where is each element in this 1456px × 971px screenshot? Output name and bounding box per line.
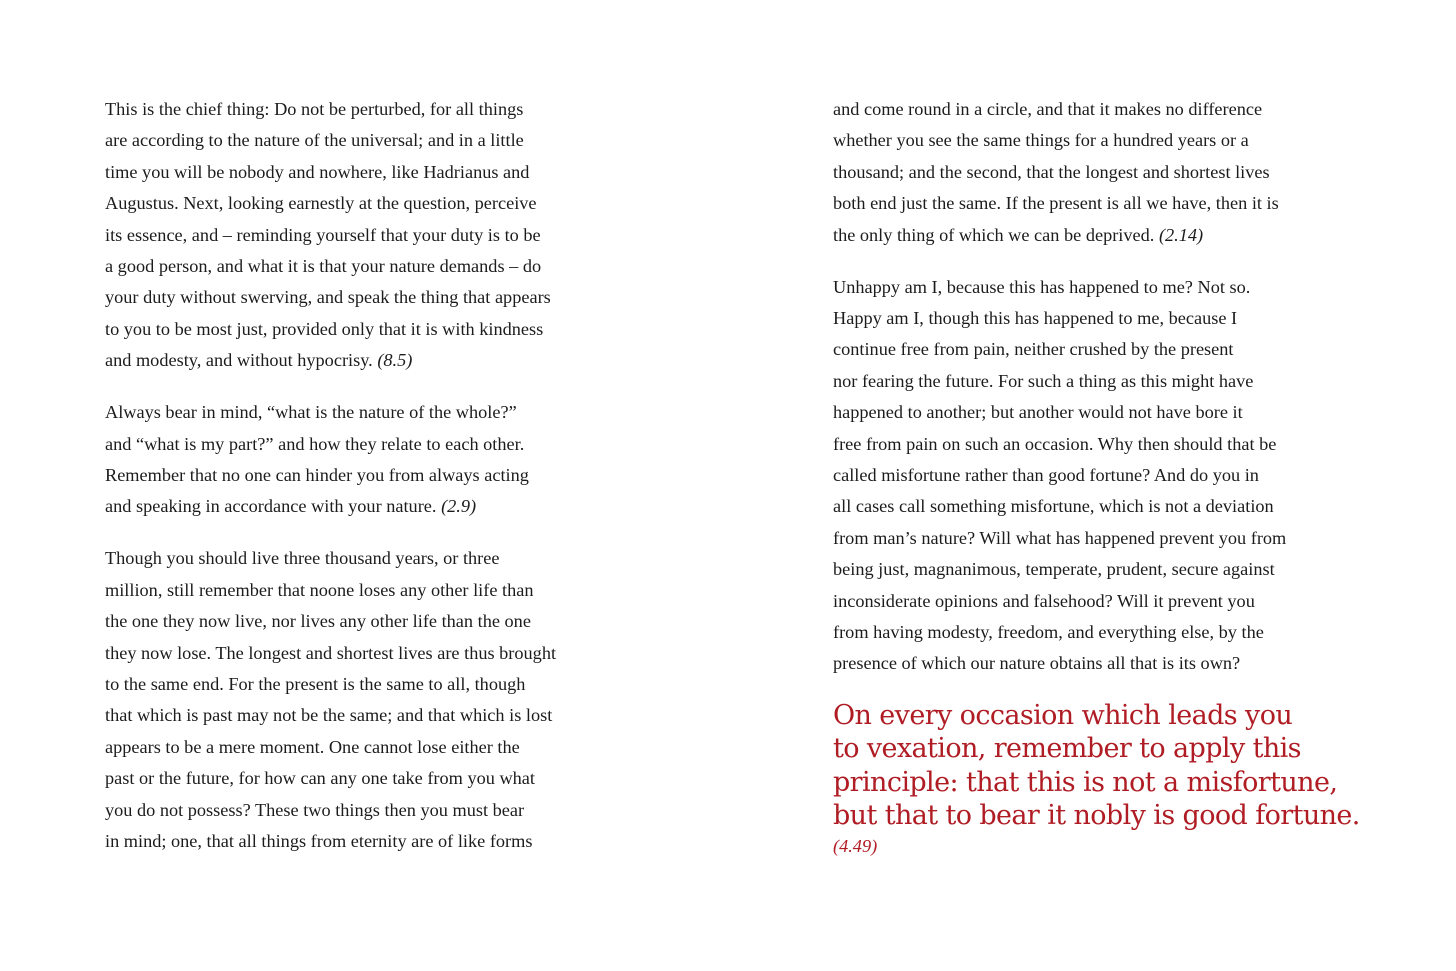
citation-ref: (2.14) bbox=[1158, 224, 1204, 245]
text-line: the one they now live, nor lives any other life than the one bbox=[105, 611, 531, 632]
quote-line: to vexation, remember to apply this bbox=[833, 733, 1301, 765]
left-page bbox=[105, 94, 635, 857]
passage-2-9 bbox=[105, 397, 635, 523]
passage-2-14-end bbox=[833, 94, 1368, 251]
text-line: happened to another; but another would not have bore it bbox=[833, 402, 1243, 423]
right-page bbox=[833, 94, 1368, 859]
text-line: Though you should live three thousand years, or three bbox=[105, 548, 500, 569]
text-line: in mind; one, that all things from eternity are of like forms bbox=[105, 830, 533, 851]
text-line: and come round in a circle, and that it makes no difference bbox=[833, 99, 1263, 119]
paragraph-gap bbox=[105, 523, 635, 544]
text-line: time you will be nobody and nowhere, like Hadrianus and bbox=[105, 161, 530, 182]
text-line: all cases call something misfortune, which is not a deviation bbox=[833, 496, 1274, 517]
text-line: from having modesty, freedom, and everything else, by the bbox=[833, 622, 1264, 642]
quote-citation-ref: (4.49) bbox=[833, 835, 878, 856]
text-line: they now lose. The longest and shortest lives are thus brought bbox=[105, 642, 557, 663]
text-line: presence of which our nature obtains all that is its own? bbox=[833, 653, 1241, 674]
text-line: This is the chief thing: Do not be perturbed, for all things bbox=[105, 99, 524, 119]
text-line: called misfortune rather than good fortune? And do you in bbox=[833, 464, 1259, 485]
pull-quote bbox=[833, 699, 1368, 833]
text-line: its essence, and – reminding yourself that your duty is to be bbox=[105, 224, 541, 245]
paragraph-gap bbox=[105, 377, 635, 398]
text-line-last bbox=[105, 491, 635, 522]
text-line-last bbox=[105, 345, 635, 376]
text-line: to the same end. For the present is the same to all, though bbox=[105, 673, 526, 694]
line-text: and modesty, and without hypocrisy. bbox=[105, 350, 373, 371]
text-line: Remember that no one can hinder you from always acting bbox=[105, 464, 529, 485]
text-line: Happy am I, though this has happened to me, because I bbox=[833, 307, 1238, 328]
text-line: to you to be most just, provided only that it is with kindness bbox=[105, 318, 544, 339]
text-line: Unhappy am I, because this has happened to me? Not so. bbox=[833, 276, 1251, 297]
text-line: free from pain on such an occasion. Why then should that be bbox=[833, 433, 1277, 454]
line-text: the only thing of which we can be deprived. bbox=[833, 224, 1155, 245]
line-text: and speaking in accordance with your nature. bbox=[105, 496, 437, 517]
text-line: Augustus. Next, looking earnestly at the question, perceive bbox=[105, 193, 537, 214]
text-line: being just, magnanimous, temperate, prudent, secure against bbox=[833, 559, 1275, 580]
text-line: inconsiderate opinions and falsehood? Will it prevent you bbox=[833, 590, 1255, 611]
text-line: both end just the same. If the present is all we have, then it is bbox=[833, 193, 1279, 214]
text-line: million, still remember that noone loses any other life than bbox=[105, 579, 534, 600]
text-line: nor fearing the future. For such a thing as this might have bbox=[833, 370, 1254, 391]
text-line: continue free from pain, neither crushed by the present bbox=[833, 339, 1234, 360]
paragraph-gap bbox=[833, 251, 1368, 272]
text-line: thousand; and the second, that the longest and shortest lives bbox=[833, 161, 1270, 182]
text-line-last bbox=[833, 220, 1368, 251]
text-line: from man’s nature? Will what has happened prevent you from bbox=[833, 527, 1287, 548]
text-line: and “what is my part?” and how they relate to each other. bbox=[105, 433, 525, 454]
text-line: your duty without swerving, and speak the thing that appears bbox=[105, 287, 551, 308]
text-line: Always bear in mind, “what is the nature of the whole?” bbox=[105, 402, 517, 423]
text-line: a good person, and what it is that your nature demands – do bbox=[105, 256, 542, 277]
passage-8-5 bbox=[105, 94, 635, 377]
text-line: appears to be a mere moment. One cannot lose either the bbox=[105, 736, 520, 757]
citation-ref: (2.9) bbox=[441, 496, 477, 517]
text-line: that which is past may not be the same; and that which is lost bbox=[105, 705, 553, 726]
text-line: whether you see the same things for a hundred years or a bbox=[833, 130, 1249, 151]
passage-2-14-start bbox=[105, 543, 635, 857]
text-line: past or the future, for how can any one take from you what bbox=[105, 768, 535, 789]
quote-line: principle: that this is not a misfortune, bbox=[833, 766, 1338, 798]
passage-unhappy bbox=[833, 272, 1368, 680]
text-line: are according to the nature of the universal; and in a little bbox=[105, 130, 524, 151]
text-line: you do not possess? These two things then you must bear bbox=[105, 799, 525, 820]
citation-ref: (8.5) bbox=[377, 350, 413, 371]
quote-line: On every occasion which leads you bbox=[833, 699, 1293, 731]
quote-line: but that to bear it nobly is good fortune. bbox=[833, 800, 1360, 832]
